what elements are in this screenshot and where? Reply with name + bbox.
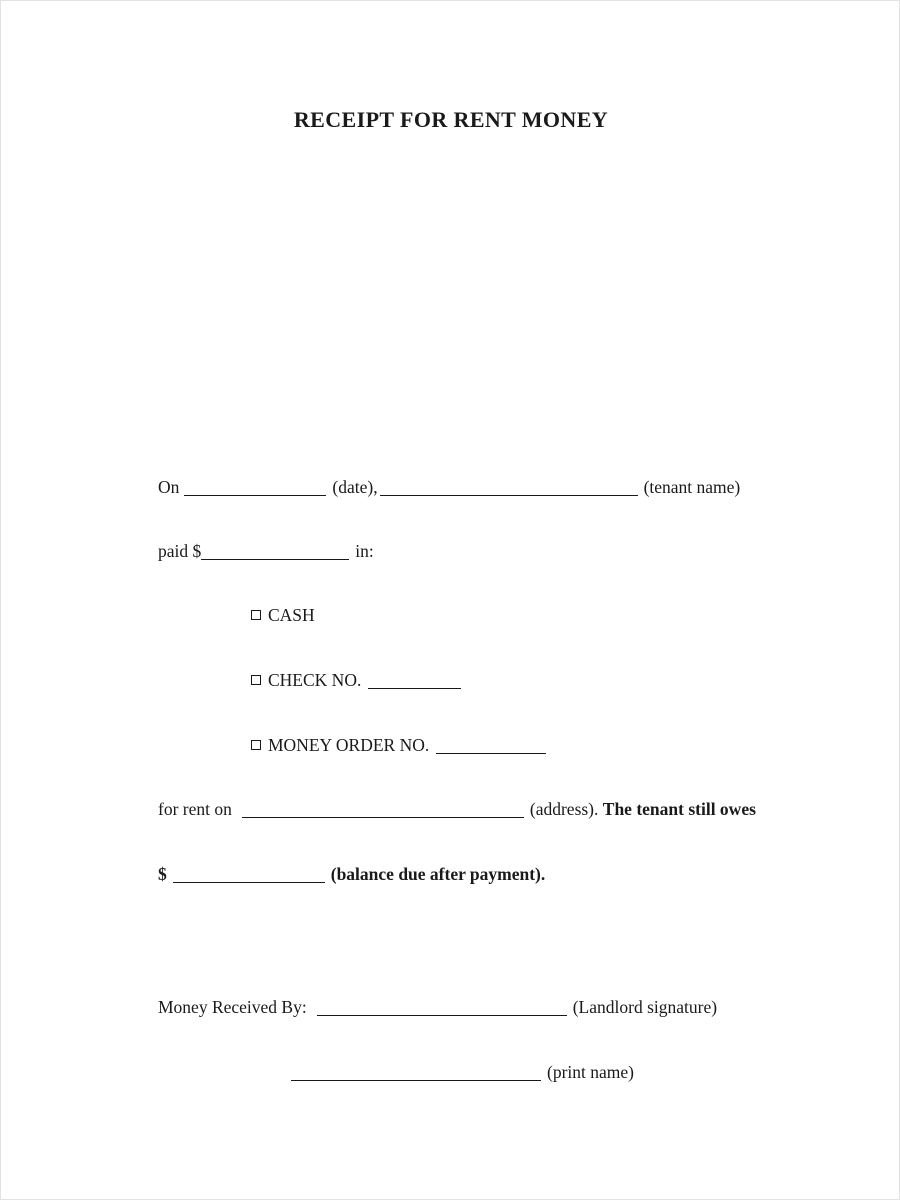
checkbox-icon[interactable]	[251, 740, 261, 750]
amount-paid-field[interactable]	[201, 546, 349, 560]
date-caption-label: (date),	[332, 477, 378, 497]
address-field[interactable]	[242, 804, 524, 818]
checkbox-icon[interactable]	[251, 610, 261, 620]
balance-caption-label: (balance due after payment).	[330, 864, 546, 885]
money-order-number-field[interactable]	[436, 740, 546, 754]
balance-due-field[interactable]	[173, 869, 325, 883]
tenant-name-field[interactable]	[380, 482, 638, 496]
date-field[interactable]	[184, 482, 326, 496]
signature-section	[158, 997, 858, 1084]
checkbox-icon[interactable]	[251, 675, 261, 685]
for-rent-prefix-label: for rent on	[158, 799, 232, 820]
payment-option-cash[interactable]	[158, 605, 858, 627]
print-name-field[interactable]	[291, 1067, 541, 1081]
tenant-owes-label: The tenant still owes	[602, 799, 756, 820]
rent-address-line	[158, 799, 858, 821]
on-prefix-label: On	[158, 477, 180, 497]
landlord-signature-caption: (Landlord signature)	[572, 997, 718, 1017]
page-title: RECEIPT FOR RENT MONEY	[293, 107, 609, 132]
payment-option-check[interactable]	[158, 670, 858, 692]
tenant-caption-label: (tenant name)	[643, 477, 741, 497]
payment-option-money-order[interactable]	[158, 735, 858, 757]
paid-prefix-label: paid $	[158, 540, 202, 561]
address-caption-label: (address).	[529, 799, 599, 820]
form-body	[158, 477, 858, 886]
payment-option-label: CHECK NO.	[268, 669, 362, 690]
balance-due-line	[158, 864, 858, 886]
print-name-line	[158, 1062, 858, 1084]
landlord-signature-field[interactable]	[317, 1002, 567, 1016]
payment-option-label: MONEY ORDER NO.	[268, 734, 430, 755]
date-tenant-line	[158, 477, 858, 499]
amount-paid-line	[158, 541, 858, 563]
balance-prefix-label: $	[158, 864, 167, 885]
money-received-by-label: Money Received By:	[158, 997, 307, 1017]
print-name-caption: (print name)	[547, 1061, 634, 1082]
check-number-field[interactable]	[368, 675, 461, 689]
paid-suffix-label: in:	[355, 540, 374, 561]
payment-option-label: CASH	[268, 604, 315, 625]
landlord-signature-line	[158, 997, 858, 1019]
